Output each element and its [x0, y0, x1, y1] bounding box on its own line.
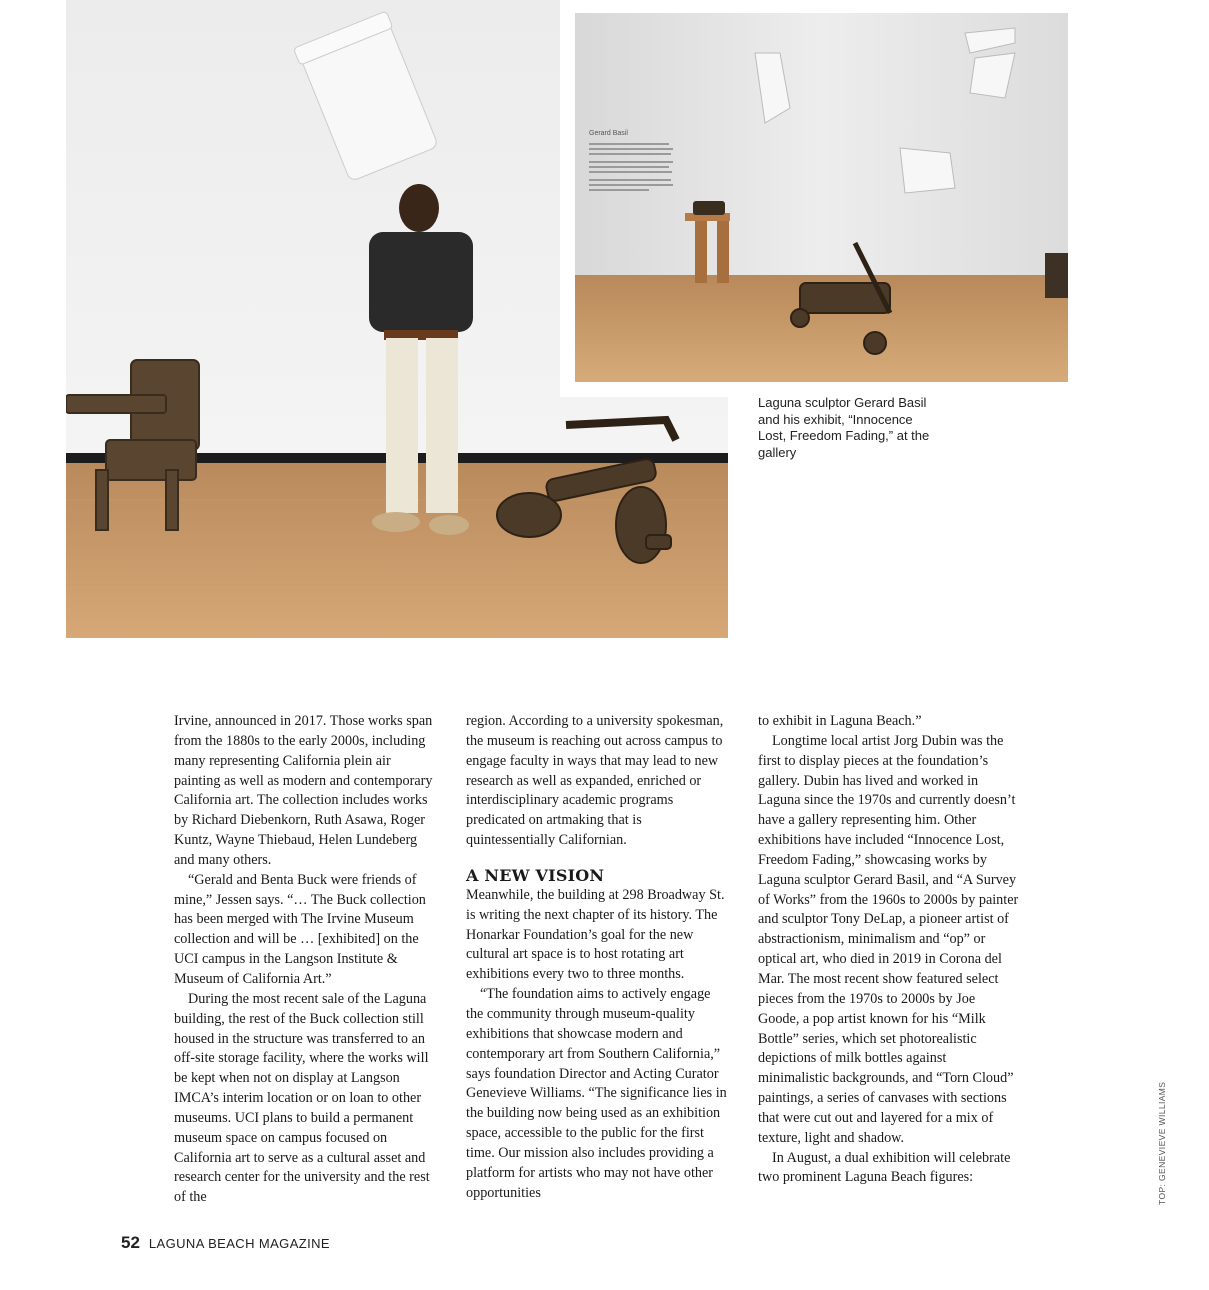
article-column-3	[758, 712, 1020, 1188]
article-column-2	[466, 712, 728, 1203]
publication-name: LAGUNA BEACH MAGAZINE	[148, 1236, 330, 1251]
paragraph: Longtime local artist Jorg Dubin was the first to display pieces at the foundation’s gallery. Dubin has lived and worked in Laguna since the 1970s and currently doesn’t have a gallery representing him. Other exhibitions have included “Innocence Lost, Freedom Fading,” showcasing works by Laguna sculptor Gerard Basil, and “A Survey of Works” from the 1960s to 2000s by painter and sculptor Tony DeLap, a pioneer artist of abstractionism, minimalism and “op” or optical art, who died in 2019 in Corona del Mar. The most recent show featured select pieces from the 1970s to 2000s by Joe Goode, a pop artist known for his “Milk Bottle” series, which set photorealistic depictions of milk bottles against minimalistic backgrounds, and “Torn Cloud” paintings, a series of canvases with sections that were cut out and layered for a mix of texture, light and shadow.	[758, 732, 1019, 1146]
gallery-photo	[575, 13, 1068, 382]
page-footer	[121, 1233, 330, 1253]
photo-caption: Laguna sculptor Gerard Basil and his exhibit, “Innocence Lost, Freedom Fading,” at the gallery	[758, 395, 930, 460]
paragraph: to exhibit in Laguna Beach.”	[758, 713, 922, 729]
paragraph: In August, a dual exhibition will celebrate two prominent Laguna Beach figures:	[758, 1149, 1011, 1186]
paragraph: region. According to a university spokesman, the museum is reaching out across campus to engage faculty in ways that may lead to new research as well as expanded, enriched or interdisciplinary academic programs predicated on artmaking that is quintessentially Californian.	[466, 713, 724, 849]
paragraph: “The foundation aims to actively engage the community through museum-quality exhibitions that showcase modern and contemporary art from Southern California,” says foundation Director and Acting Curator Genevieve Williams. “The significance lies in the building now being used as an exhibition space, accessible to the public for the first time. Our mission also includes providing a platform for artists who may not have other opportunities	[466, 986, 727, 1201]
photo-credit: TOP: GENEVIEVE WILLIAMS	[1157, 1081, 1167, 1205]
gallery-wall-title: Gerard Basil	[589, 130, 628, 137]
paragraph: Meanwhile, the building at 298 Broadway St. is writing the next chapter of its history. The Honarkar Foundation’s goal for the new cultural art space is to host rotating art exhibitions every two to three months.	[466, 886, 725, 983]
section-heading: A NEW VISION	[466, 865, 605, 885]
paragraph: “Gerald and Benta Buck were friends of mine,” Jessen says. “… The Buck collection has been merged with The Irvine Museum collection and will be … [exhibited] on the UCI campus in the Langson Institute & Museum of California Art.”	[174, 871, 426, 987]
page-number: 52	[121, 1233, 140, 1252]
paragraph: Irvine, announced in 2017. Those works span from the 1880s to the early 2000s, including many representing California plein air painting as well as modern and contemporary California art. The collection includes works by Richard Diebenkorn, Ruth Asawa, Roger Kuntz, Wayne Thiebaud, Helen Lundeberg and many others.	[174, 713, 433, 868]
paragraph: During the most recent sale of the Laguna building, the rest of the Buck collection still housed in the structure was transferred to an off-site storage facility, where the works will be kept when not on display at Langson IMCA’s interim location or on loan to other museums. UCI plans to build a permanent museum space on campus focused on California art to serve as a cultural asset and research center for the university and the rest of the	[174, 990, 430, 1206]
article-column-1	[174, 712, 436, 1208]
